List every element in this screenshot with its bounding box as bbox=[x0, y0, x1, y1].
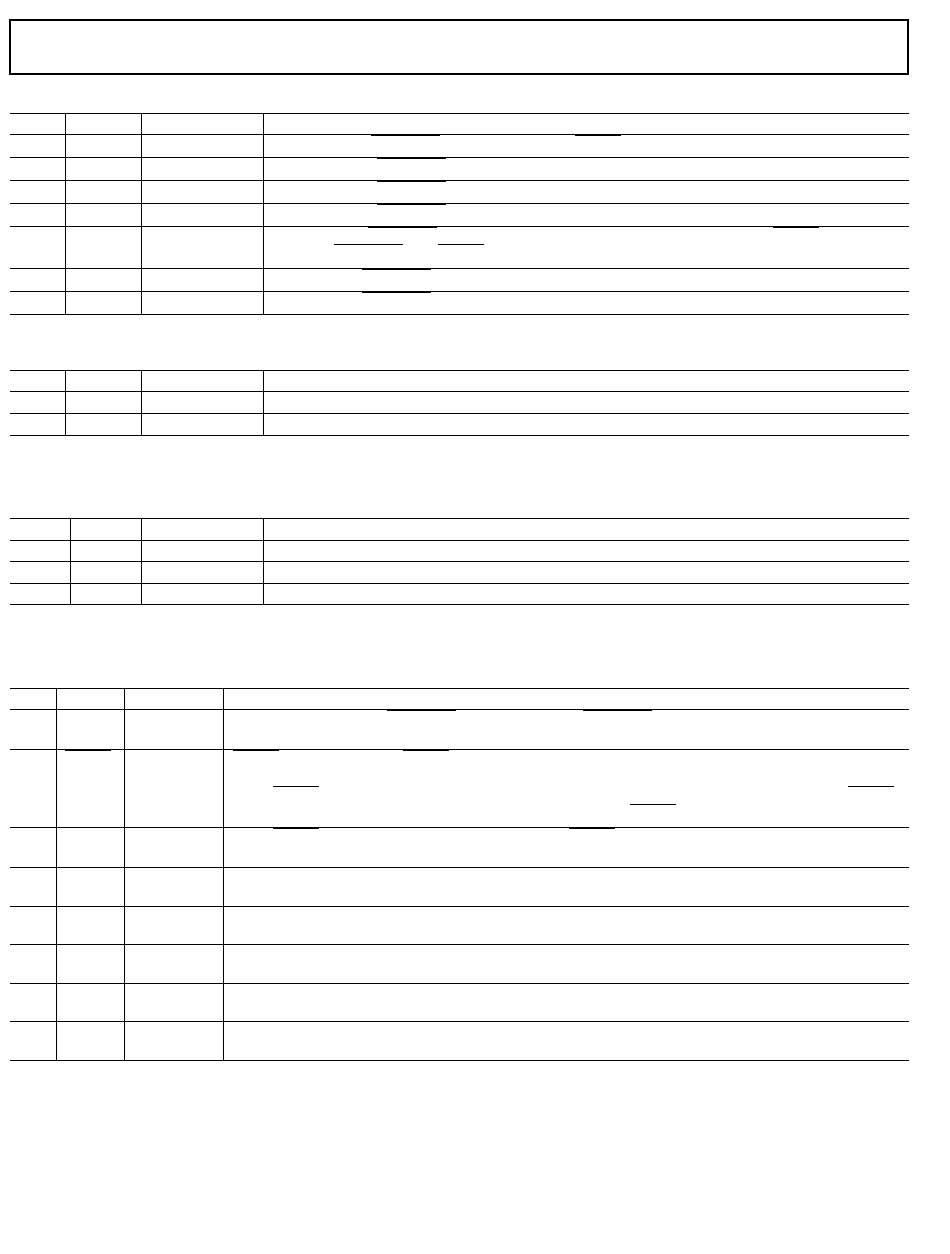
table-cell bbox=[141, 181, 263, 204]
table-cell bbox=[141, 414, 263, 436]
table-row bbox=[10, 181, 909, 204]
overline-mark bbox=[273, 786, 319, 787]
table-row bbox=[10, 584, 909, 605]
overline-mark bbox=[368, 227, 437, 228]
table-cell bbox=[56, 750, 124, 828]
table-cell bbox=[223, 907, 909, 945]
table-row bbox=[10, 414, 909, 436]
table-cell bbox=[124, 945, 223, 984]
table-cell bbox=[10, 414, 65, 436]
table-row bbox=[10, 392, 909, 414]
table-cell bbox=[223, 984, 909, 1022]
table-cell bbox=[10, 907, 56, 945]
table-row bbox=[10, 750, 909, 828]
header-cell bbox=[10, 114, 65, 135]
overline-mark bbox=[583, 710, 652, 711]
header-cell bbox=[10, 519, 70, 541]
table-3-header-row bbox=[10, 519, 909, 541]
table-cell bbox=[263, 541, 909, 562]
table-cell bbox=[10, 269, 65, 292]
table-cell bbox=[56, 907, 124, 945]
table-cell bbox=[263, 292, 909, 315]
table-cell bbox=[10, 392, 65, 414]
table-cell bbox=[56, 945, 124, 984]
table-row bbox=[10, 828, 909, 868]
table-cell bbox=[10, 828, 56, 868]
table-cell bbox=[223, 868, 909, 907]
table-cell bbox=[70, 584, 141, 605]
table-cell bbox=[10, 710, 56, 750]
header-cell bbox=[65, 114, 141, 135]
table-2 bbox=[10, 370, 909, 436]
table-cell bbox=[141, 158, 263, 181]
overline-mark bbox=[362, 269, 431, 270]
table-cell bbox=[65, 204, 141, 227]
table-cell bbox=[263, 181, 909, 204]
table-cell bbox=[141, 392, 263, 414]
table-cell bbox=[56, 710, 124, 750]
table-cell bbox=[263, 562, 909, 584]
table-cell bbox=[10, 204, 65, 227]
header-cell bbox=[141, 519, 263, 541]
table-cell bbox=[223, 828, 909, 868]
table-cell bbox=[56, 868, 124, 907]
table-cell bbox=[141, 292, 263, 315]
table-cell bbox=[263, 135, 909, 158]
table-row bbox=[10, 158, 909, 181]
table-cell bbox=[10, 158, 65, 181]
table-cell bbox=[10, 292, 65, 315]
table-row bbox=[10, 868, 909, 907]
table-cell bbox=[263, 269, 909, 292]
overline-mark bbox=[377, 158, 446, 159]
table-4 bbox=[10, 688, 909, 1061]
header-cell bbox=[65, 371, 141, 392]
table-row bbox=[10, 204, 909, 227]
header-cell bbox=[56, 689, 124, 710]
table-cell bbox=[10, 584, 70, 605]
table-1-header-row bbox=[10, 114, 909, 135]
table-cell bbox=[223, 945, 909, 984]
overline-mark bbox=[848, 786, 894, 787]
table-cell bbox=[10, 135, 65, 158]
overline-mark bbox=[334, 244, 403, 245]
table-cell bbox=[124, 828, 223, 868]
table-cell bbox=[70, 562, 141, 584]
table-cell bbox=[141, 204, 263, 227]
table-cell bbox=[263, 584, 909, 605]
table-cell bbox=[65, 414, 141, 436]
overline-mark bbox=[273, 828, 319, 829]
header-cell bbox=[70, 519, 141, 541]
table-cell bbox=[70, 541, 141, 562]
overline-mark bbox=[362, 292, 431, 293]
table-cell bbox=[10, 750, 56, 828]
table-cell bbox=[10, 1022, 56, 1061]
table-cell bbox=[56, 828, 124, 868]
table-row bbox=[10, 135, 909, 158]
table-cell bbox=[223, 710, 909, 750]
table-cell bbox=[124, 984, 223, 1022]
table-row bbox=[10, 292, 909, 315]
table-row bbox=[10, 269, 909, 292]
table-row bbox=[10, 541, 909, 562]
table-cell bbox=[141, 269, 263, 292]
table-cell bbox=[141, 562, 263, 584]
overline-mark bbox=[377, 181, 446, 182]
overline-mark bbox=[371, 135, 440, 136]
table-cell bbox=[141, 227, 263, 269]
table-cell bbox=[263, 158, 909, 181]
header-cell bbox=[141, 371, 263, 392]
overline-mark bbox=[630, 804, 676, 805]
table-cell bbox=[141, 541, 263, 562]
table-cell bbox=[263, 227, 909, 269]
table-row bbox=[10, 984, 909, 1022]
header-box bbox=[9, 19, 909, 75]
table-row bbox=[10, 710, 909, 750]
table-1 bbox=[10, 113, 909, 315]
table-cell bbox=[141, 135, 263, 158]
table-cell bbox=[65, 227, 141, 269]
table-cell bbox=[56, 1022, 124, 1061]
table-cell bbox=[10, 984, 56, 1022]
table-cell bbox=[263, 414, 909, 436]
overline-mark bbox=[233, 750, 279, 751]
table-cell bbox=[56, 984, 124, 1022]
table-cell bbox=[65, 392, 141, 414]
table-cell bbox=[263, 204, 909, 227]
table-cell bbox=[10, 227, 65, 269]
overline-mark bbox=[387, 710, 456, 711]
table-cell bbox=[10, 868, 56, 907]
header-cell bbox=[10, 689, 56, 710]
table-cell bbox=[10, 181, 65, 204]
overline-mark bbox=[438, 244, 484, 245]
header-cell bbox=[124, 689, 223, 710]
header-cell bbox=[263, 371, 909, 392]
overline-mark bbox=[377, 204, 446, 205]
table-cell bbox=[263, 392, 909, 414]
table-cell bbox=[65, 158, 141, 181]
table-cell bbox=[124, 710, 223, 750]
table-cell bbox=[65, 135, 141, 158]
table-cell bbox=[124, 750, 223, 828]
header-cell bbox=[263, 519, 909, 541]
table-row bbox=[10, 227, 909, 269]
table-cell bbox=[141, 584, 263, 605]
table-cell bbox=[65, 181, 141, 204]
table-2-header-row bbox=[10, 371, 909, 392]
table-cell bbox=[65, 292, 141, 315]
table-4-header-row bbox=[10, 689, 909, 710]
table-cell bbox=[124, 868, 223, 907]
table-cell bbox=[10, 945, 56, 984]
header-cell bbox=[263, 114, 909, 135]
header-cell bbox=[10, 371, 65, 392]
table-3 bbox=[10, 518, 909, 605]
table-cell bbox=[10, 562, 70, 584]
table-cell bbox=[10, 541, 70, 562]
overline-mark bbox=[403, 750, 449, 751]
overline-mark bbox=[773, 227, 819, 228]
table-row bbox=[10, 1022, 909, 1061]
table-cell bbox=[124, 1022, 223, 1061]
table-cell bbox=[223, 1022, 909, 1061]
header-cell bbox=[141, 114, 263, 135]
overline-mark bbox=[575, 135, 621, 136]
table-row bbox=[10, 907, 909, 945]
table-cell bbox=[223, 750, 909, 828]
overline-mark bbox=[65, 750, 111, 751]
overline-mark bbox=[569, 828, 615, 829]
table-cell bbox=[124, 907, 223, 945]
header-cell bbox=[223, 689, 909, 710]
table-row bbox=[10, 945, 909, 984]
table-row bbox=[10, 562, 909, 584]
table-cell bbox=[65, 269, 141, 292]
